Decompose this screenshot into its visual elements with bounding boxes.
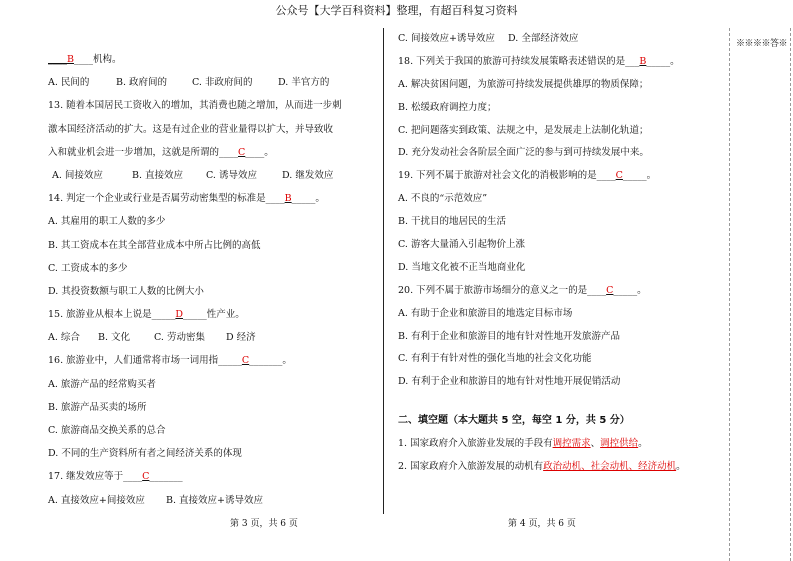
question-13-line-3 — [48, 141, 368, 164]
question-13-line-2: 激本国经济活动的扩大。这是有过企业的营业量得以扩大，并导致收 — [48, 123, 334, 135]
page-number-right: 第 4 页，共 6 页 — [508, 519, 576, 529]
question-20 — [398, 280, 728, 303]
answer: 政治动机、社会动机、经济动机 — [543, 461, 677, 473]
option-c: C. 把问题落实到政策、法规之中，是发展走上法制化轨道； — [398, 124, 649, 136]
fill-2 — [398, 456, 728, 479]
option-d: D. 充分发动社会各阶层全面广泛的参与到可持续发展中来。 — [398, 147, 649, 159]
answer: C — [606, 284, 614, 296]
option-b: B. 文化 — [98, 332, 131, 344]
question-text: 2. 国家政府介入旅游发展的动机有 — [398, 461, 544, 473]
option-c: C. 间接效应+诱导效应 — [398, 33, 495, 44]
question-19 — [398, 165, 728, 188]
question-12-options — [48, 71, 368, 94]
option-a: A. 直接效应+间接效应 — [48, 494, 145, 506]
option-d: D. 有利于企业和旅游目的地有针对性地开展促销活动 — [398, 376, 621, 388]
option-c: C. 工资成本的多少 — [48, 262, 128, 274]
question-text: _____。 — [291, 193, 325, 205]
question-text: 16. 旅游业中，人们通常将市场一词用指_____ — [48, 355, 242, 367]
question-12-tail — [48, 48, 368, 71]
fill-1 — [398, 433, 728, 456]
option-c: C. 游客大量涌入引起物价上涨 — [398, 239, 525, 251]
option-a: A. 间接效应 — [52, 169, 103, 181]
blank: ____ — [48, 54, 67, 65]
option-b: B. 直接效应+诱导效应 — [166, 494, 263, 506]
option-d: D. 半官方的 — [278, 77, 330, 89]
option-a: A. 旅游产品的经常购买者 — [48, 378, 156, 390]
question-text: 14. 判定一个企业或行业是否属劳动密集型的标准是____ — [48, 193, 285, 205]
option-d: D. 不同的生产资料所有者之间经济关系的体现 — [48, 448, 242, 460]
option-a: A. 不良的“示范效应” — [398, 193, 488, 205]
option-c: C. 旅游商品交换关系的总合 — [48, 425, 166, 436]
answer: B — [67, 54, 74, 65]
question-text: 18. 下列关于我国的旅游可持续发展策略表述错误的是___ — [398, 55, 640, 67]
question-text: 。 — [676, 461, 686, 473]
option-d: D. 继发效应 — [282, 169, 334, 181]
answer: 调控需求 — [552, 438, 591, 450]
question-17-options — [48, 489, 368, 512]
option-c: C. 有利于有针对性的强化当地的社会文化功能 — [398, 353, 592, 365]
question-18 — [398, 51, 728, 74]
column-divider — [383, 28, 384, 514]
question-text: 19. 下列不属于旅游对社会文化的消极影响的是____ — [398, 170, 616, 182]
section-heading — [398, 410, 728, 433]
question-15-options — [48, 326, 368, 349]
option-a: A. 其雇用的职工人数的多少 — [48, 216, 166, 228]
question-17-options-cont — [398, 28, 728, 51]
option-c: C. 诱导效应 — [206, 169, 257, 181]
answer: C — [615, 170, 623, 182]
question-13-line-1: 13. 随着本国居民工资收入的增加，其消费也随之增加，从而进一步刺 — [48, 100, 342, 112]
question-text: 。 — [638, 438, 648, 450]
right-column — [398, 28, 728, 479]
option-a: A. 有助于企业和旅游目的地选定目标市场 — [398, 307, 573, 319]
option-d: D 经济 — [226, 332, 256, 344]
answer: C — [238, 146, 246, 158]
option-b: B. 政府间的 — [116, 77, 168, 89]
question-text: 、 — [590, 438, 601, 450]
question-15 — [48, 303, 368, 326]
question-text: ____机构。 — [73, 54, 122, 65]
binding-line — [790, 28, 791, 561]
question-16 — [48, 349, 368, 372]
option-c: C. 非政府间的 — [192, 77, 253, 89]
option-a: A. 解决贫困问题，为旅游可持续发展提供雄厚的物质保障； — [398, 78, 649, 90]
answer: C — [142, 471, 150, 483]
question-text: ____。 — [245, 146, 274, 158]
option-b: B. 有利于企业和旅游目的地有针对性地开发旅游产品 — [398, 330, 621, 342]
option-a: A. 综合 — [48, 332, 80, 344]
page-header: 公众号【大学百科资料】整理，有超百科复习资料 — [275, 4, 518, 17]
option-a: A. 民间的 — [48, 77, 90, 89]
section-title: 二、填空题（本大题共 5 空，每空 1 分，共 5 分） — [398, 415, 630, 427]
option-d: D. 当地文化被不正当地商业化 — [398, 261, 526, 273]
answer: B — [284, 193, 292, 205]
question-text: _______ — [149, 471, 183, 483]
question-text: _____。 — [646, 55, 680, 67]
question-text: _____性产业。 — [183, 309, 245, 321]
answer: C — [241, 355, 250, 367]
option-d: D. 其投资数额与职工人数的比例大小 — [48, 285, 204, 297]
option-d: D. 全部经济效应 — [508, 33, 579, 44]
side-note: ※※※※答※ — [736, 39, 788, 49]
answer: 调控供给 — [600, 438, 639, 450]
question-text: _____。 — [622, 170, 657, 182]
option-b: B. 松缓政府调控力度； — [398, 101, 497, 113]
question-text: _____。 — [613, 284, 647, 296]
question-14 — [48, 187, 368, 210]
question-text: 17. 继发效应等于____ — [48, 471, 143, 483]
option-b: B. 干扰目的地居民的生活 — [398, 216, 507, 228]
question-17 — [48, 465, 368, 488]
binding-line — [729, 28, 730, 561]
option-c: C. 劳动密集 — [154, 332, 205, 344]
left-column — [48, 48, 368, 512]
question-text: _______。 — [249, 355, 292, 367]
answer: B — [639, 55, 647, 67]
answer: D — [175, 309, 184, 321]
question-13-options — [48, 164, 368, 187]
question-text: 20. 下列不属于旅游市场细分的意义之一的是____ — [398, 284, 607, 296]
question-text: 15. 旅游业从根本上说是_____ — [48, 309, 176, 321]
option-b: B. 其工资成本在其全部营业成本中所占比例的高低 — [48, 239, 261, 251]
question-text: 1. 国家政府介入旅游业发展的手段有 — [398, 438, 553, 450]
option-b: B. 直接效应 — [132, 169, 184, 181]
question-text: 入和就业机会进一步增加，这就是所谓的____ — [48, 146, 239, 158]
option-b: B. 旅游产品买卖的场所 — [48, 401, 147, 413]
page-number-left: 第 3 页，共 6 页 — [230, 519, 298, 529]
